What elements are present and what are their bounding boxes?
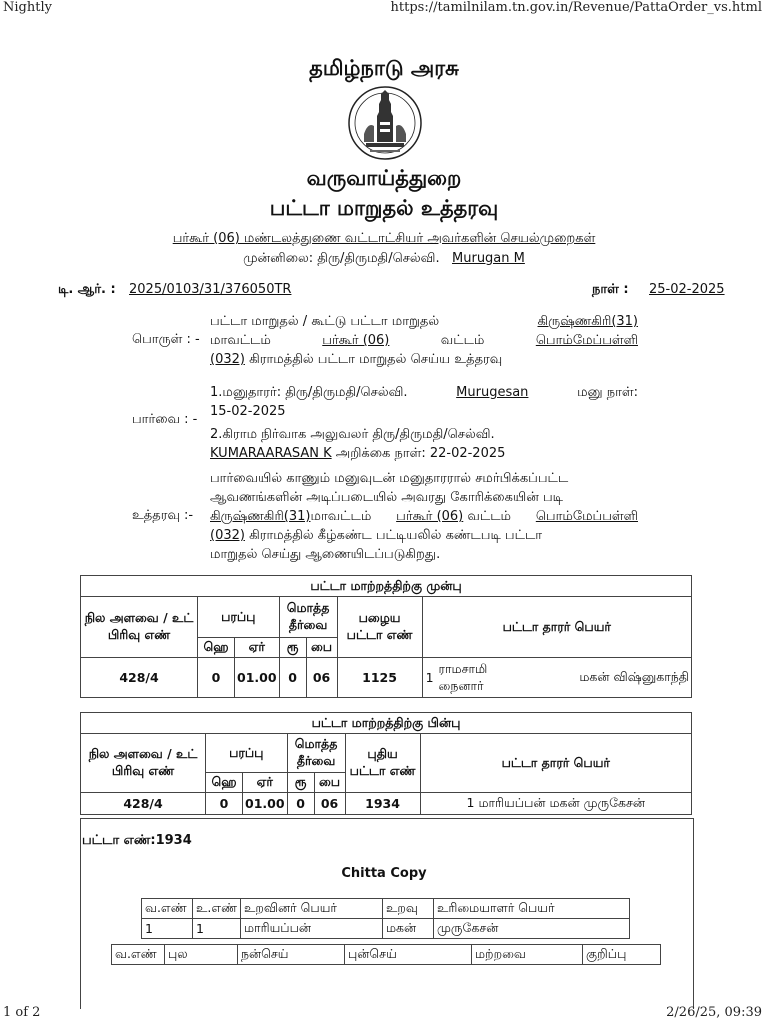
cell-er: 01.00 — [243, 793, 288, 815]
cell-pai: 06 — [314, 793, 345, 815]
page-counter: 1 of 2 — [3, 1005, 41, 1020]
col-he: ஹெ — [206, 773, 243, 793]
order-village-code: (032) — [210, 528, 245, 543]
col-area: பரப்பு — [198, 597, 280, 638]
owner-cell-owner: முருகேசன் — [433, 919, 629, 939]
owner-cell-relation: மகன் — [382, 919, 433, 939]
order-date: 25-02-2025 — [649, 282, 725, 297]
after-table — [80, 712, 692, 815]
col-area: பரப்பு — [206, 734, 288, 773]
browser-title: Nightly — [3, 0, 52, 15]
order-text — [210, 469, 638, 564]
cell-ru: 0 — [279, 658, 306, 698]
table-row — [142, 919, 630, 939]
col-er: ஏர் — [243, 773, 288, 793]
reference-text — [210, 383, 638, 463]
table-row — [142, 899, 630, 919]
subject-district: கிருஷ்ணகிரி(31) — [537, 314, 638, 329]
date-label: நாள் : — [592, 282, 629, 297]
dept-title: வருவாய்த்துறை — [306, 166, 462, 190]
col-pai: பை — [306, 638, 337, 658]
order-line1: பார்வையில் காணும் மனுவுடன் மனுதாரரால் சமர்பிக்கப்பட்ட — [210, 471, 569, 486]
presence-line — [0, 249, 768, 269]
col-er: ஏர் — [235, 638, 280, 658]
col-tax: மொத்த தீர்வை — [287, 734, 345, 773]
cell-patta: 1125 — [337, 658, 422, 698]
subject-text — [210, 312, 638, 369]
order-heading — [0, 163, 768, 223]
land-col-other: மற்றவை — [472, 945, 583, 965]
tr-number: 2025/0103/31/376050TR — [129, 282, 292, 297]
order-title: பட்டா மாறுதல் உத்தரவு — [269, 196, 499, 220]
cell-ru: 0 — [287, 793, 314, 815]
subject-taluk-suffix: வட்டம் — [440, 333, 485, 348]
col-new-patta: புதிய பட்டா எண் — [345, 734, 420, 793]
land-col-sno: வ.எண் — [112, 945, 165, 965]
order-label: உத்தரவு :- — [132, 508, 194, 523]
cell-pai: 06 — [306, 658, 337, 698]
order-district-suffix: மாவட்டம் — [310, 509, 372, 524]
after-heading: பட்டா மாற்றத்திற்கு பின்பு — [81, 713, 692, 734]
col-owner: பட்டா தாரர் பெயர் — [420, 734, 691, 793]
subject-line1: பட்டா மாறுதல் / கூட்டு பட்டா மாறுதல் — [210, 314, 440, 329]
subject-village-code: (032) — [210, 352, 245, 367]
col-old-patta: பழைய பட்டா எண் — [337, 597, 422, 658]
cell-er: 01.00 — [235, 658, 280, 698]
chitta-owner-table — [141, 898, 630, 939]
owner-col-relative: உறவினர் பெயர் — [240, 899, 382, 919]
subject-village: பொம்மேப்பள்ளி — [535, 333, 638, 348]
col-survey: நில அளவை / உட் பிரிவு எண் — [81, 597, 198, 658]
col-he: ஹெ — [198, 638, 235, 658]
col-pai: பை — [314, 773, 345, 793]
col-ru: ரூ — [279, 638, 306, 658]
col-survey: நில அளவை / உட் பிரிவு எண் — [81, 734, 206, 793]
office-line: பர்கூர் (06) மண்டலத்துணை வட்டாட்சியர் அவர்களின் செயல்முறைகள் — [172, 231, 596, 246]
officer-name: Murugan M — [452, 251, 525, 266]
print-datetime: 2/26/25, 09:39 — [666, 1005, 762, 1020]
col-owner: பட்டா தாரர் பெயர் — [422, 597, 691, 658]
subject-label: பொருள் : - — [132, 332, 200, 347]
cell-owner: 1 மாரியப்பன் மகன் முருகேசன் — [420, 793, 691, 815]
cell-he: 0 — [206, 793, 243, 815]
col-tax: மொத்த தீர்வை — [279, 597, 337, 638]
order-line2: ஆவணங்களின் அடிப்படையில் அவரது கோரிக்கையின் படி — [210, 490, 564, 505]
order-line5: மாறுதல் செய்து ஆணையிடப்படுகிறது. — [210, 547, 441, 562]
land-col-wet: நன்செய் — [238, 945, 345, 965]
owner-col-relation: உறவு — [382, 899, 433, 919]
chitta-patta-number: பட்டா எண்:1934 — [82, 833, 192, 848]
govt-title: தமிழ்நாடு அரசு — [309, 56, 459, 80]
application-date: 15-02-2025 — [210, 404, 286, 419]
owner-col-subno: உ.எண் — [193, 899, 241, 919]
page-url: https://tamilnilam.tn.gov.in/Revenue/PattaOrder_vs.html — [390, 0, 762, 15]
owner-cell-relative: மாரியப்பன் — [240, 919, 382, 939]
owner-col-sno: வ.எண் — [142, 899, 193, 919]
order-line4: கிராமத்தில் கீழ்கண்ட பட்டியலில் கண்டபடி பட்டா — [249, 528, 543, 543]
office-block — [0, 229, 768, 269]
cell-patta: 1934 — [345, 793, 420, 815]
order-village: பொம்மேப்பள்ளி — [535, 509, 638, 524]
owner-cell-subno: 1 — [193, 919, 241, 939]
cell-owner-name: மகன் விஷ்னுகாந்தி — [521, 658, 692, 698]
table-row — [81, 658, 692, 698]
cell-he: 0 — [198, 658, 235, 698]
tr-label: டி. ஆர். : — [58, 282, 116, 297]
before-heading: பட்டா மாற்றத்திற்கு முன்பு — [81, 576, 692, 597]
tamilnadu-emblem-icon — [346, 82, 424, 164]
order-taluk: பர்கூர் (06) — [396, 509, 464, 524]
cell-survey: 428/4 — [81, 793, 206, 815]
subject-line3: கிராமத்தில் பட்டா மாறுதல் செய்ய உத்தரவு — [249, 352, 503, 367]
order-district: கிருஷ்ணகிரி(31) — [210, 509, 311, 524]
chitta-title: Chitta Copy — [341, 866, 427, 881]
before-table — [80, 575, 692, 698]
land-col-remarks: குறிப்பு — [583, 945, 661, 965]
subject-district-suffix: மாவட்டம் — [210, 333, 271, 348]
presence-prefix: முன்னிலை: திரு/திருமதி/செல்வி. — [243, 251, 440, 266]
land-col-field: புல — [165, 945, 238, 965]
owner-col-owner: உரிமையாளர் பெயர் — [433, 899, 629, 919]
owner-cell-sno: 1 — [142, 919, 193, 939]
cell-survey: 428/4 — [81, 658, 198, 698]
reference-item1-date-label: மனு நாள்: — [577, 385, 638, 400]
vao-name: KUMARAARASAN K — [210, 446, 332, 461]
land-col-dry: புன்செய் — [345, 945, 472, 965]
applicant-name: Murugesan — [456, 385, 529, 400]
reference-label: பார்வை : - — [132, 412, 198, 427]
chitta-land-table — [111, 944, 661, 965]
table-row — [112, 945, 661, 965]
cell-owner-father: ராமசாமி நைனார் — [437, 658, 521, 698]
col-ru: ரூ — [287, 773, 314, 793]
reference-item2: 2.கிராம நிர்வாக அலுவலர் திரு/திருமதி/செல்வி. — [210, 427, 495, 442]
reference-item1: 1.மனுதாரர்: திரு/திருமதி/செல்வி. — [210, 385, 408, 400]
report-date: அறிக்கை நாள்: 22-02-2025 — [335, 446, 506, 461]
table-row — [81, 793, 692, 815]
subject-taluk: பர்கூர் (06) — [322, 333, 390, 348]
order-taluk-suffix: வட்டம் — [467, 509, 512, 524]
cell-owner-no: 1 — [422, 658, 437, 698]
